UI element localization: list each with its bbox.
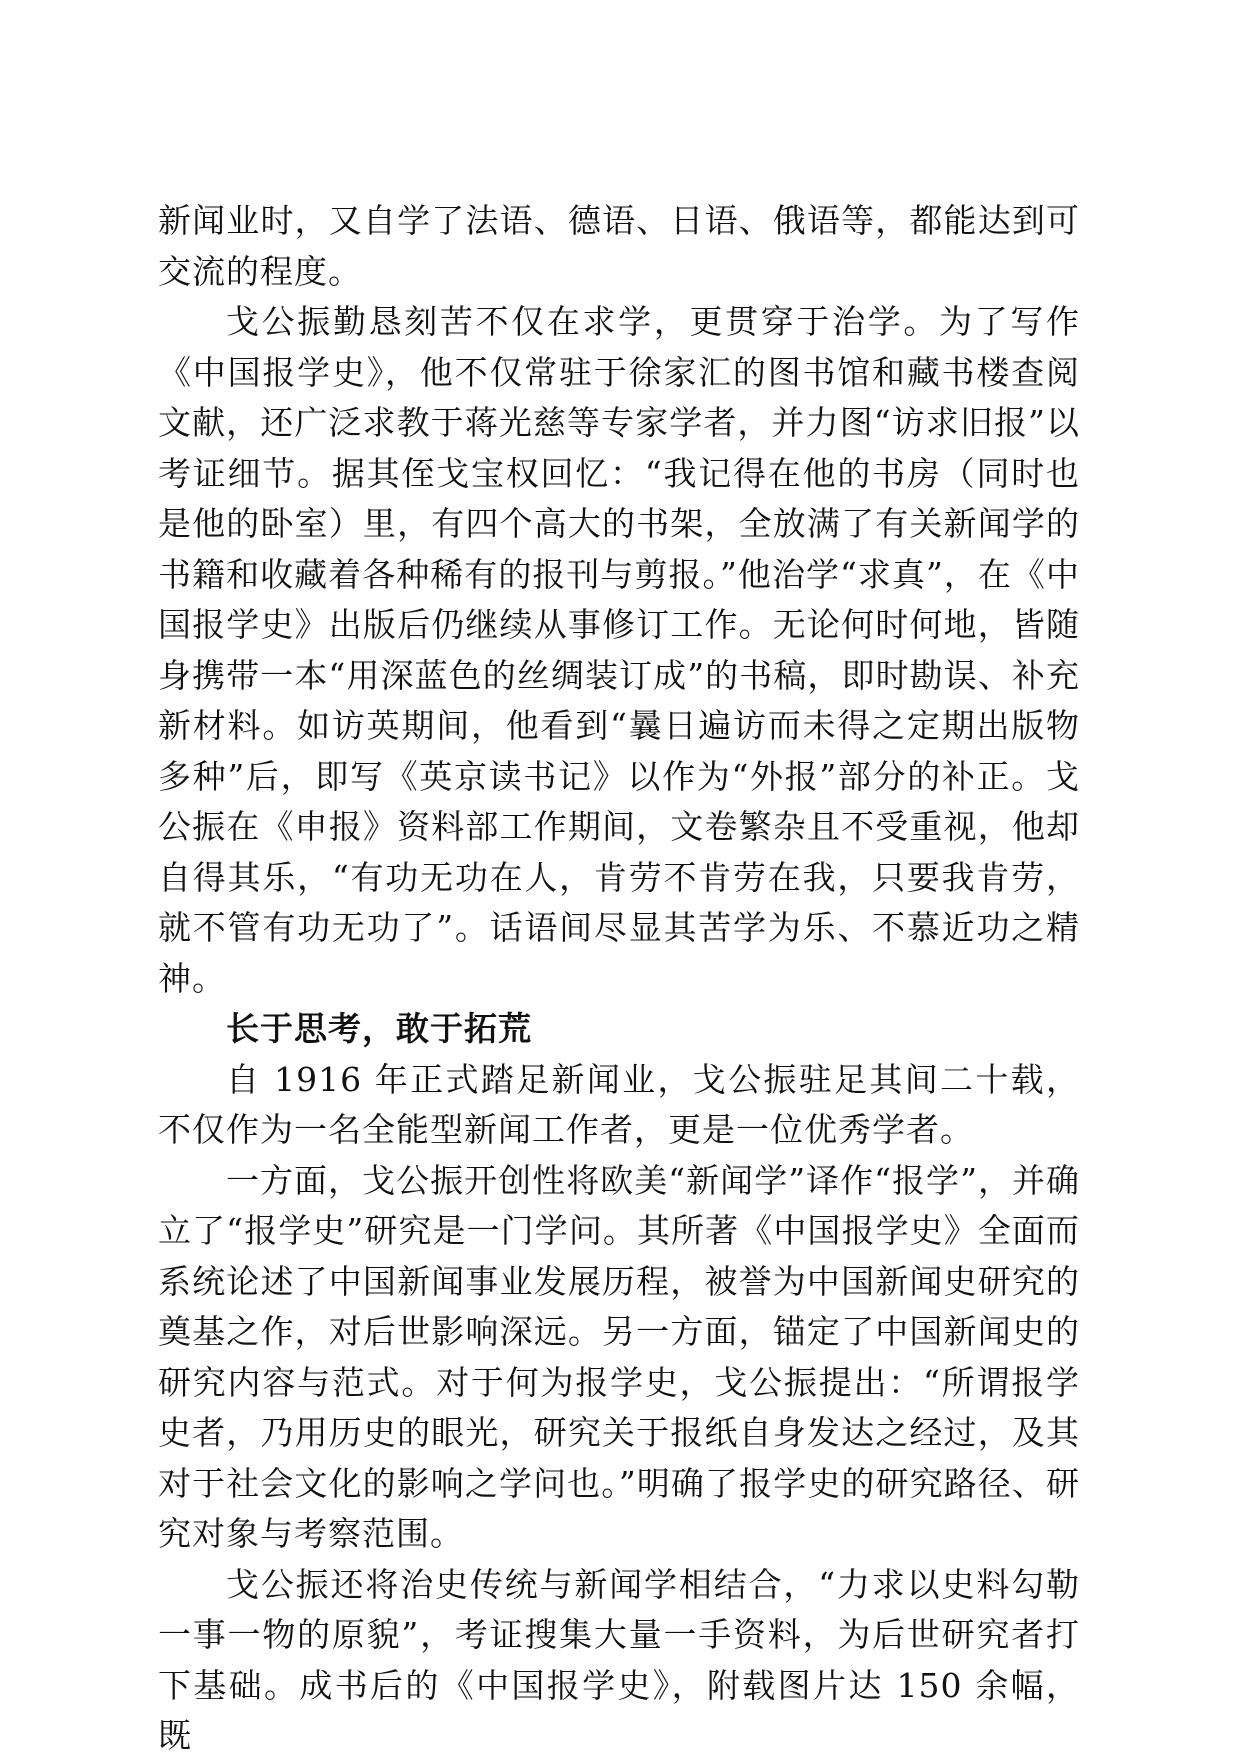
- paragraph-continuation: 新闻业时，又自学了法语、德语、日语、俄语等，都能达到可交流的程度。: [158, 201, 1080, 291]
- paragraph-study-diligence: 戈公振勤恳刻苦不仅在求学，更贯穿于治学。为了写作《中国报学史》，他不仅常驻于徐家汇的图书馆和藏书楼查阅文献，还广泛求教于蒋光慈等专家学者，并力图“访求旧报”以考证细节。据其侄戈宝权回忆：“我记得在他的书房（同时也是他的卧室）里，有四个高大的书架，全放满了有关新闻学的书籍和收藏着各种稀有的报刊与剪报。”他治学“求真”，在《中国报学史》出版后仍继续从事修订工作。无论何时何地，皆随身携带一本“用深蓝色的丝绸装订成”的书稿，即时勘误、补充新材料。如访英期间，他看到“曩日遍访而未得之定期出版物多种”后，即写《英京读书记》以作为“外报”部分的补正。戈公振在《申报》资料部工作期间，文卷繁杂且不受重视，他却自得其乐，“有功无功在人，肯劳不肯劳在我，只要我肯劳，就不管有功无功了”。话语间尽显其苦学为乐、不慕近功之精神。: [158, 302, 1080, 998]
- document-page: [158, 196, 1080, 1762]
- paragraph-journalism-history: 一方面，戈公振开创性将欧美“新闻学”译作“报学”，并确立了“报学史”研究是一门学问。其所著《中国报学史》全面而系统论述了中国新闻事业发展历程，被誉为中国新闻史研究的奠基之作，对后世影响深远。另一方面，锚定了中国新闻史的研究内容与范式。对于何为报学史，戈公振提出：“所谓报学史者，乃用历史的眼光，研究关于报纸自身发达之经过，及其对于社会文化的影响之学问也。”明确了报学史的研究路径、研究对象与考察范围。: [158, 1160, 1080, 1553]
- paragraph-historical-method: 戈公振还将治史传统与新闻学相结合，“力求以史料勾勒一事一物的原貌”，考证搜集大量一手资料，为后世研究者打下基础。成书后的《中国报学史》，附载图片达 150 余幅，既: [158, 1564, 1080, 1755]
- paragraph-career-intro: 自 1916 年正式踏足新闻业，戈公振驻足其间二十载，不仅作为一名全能型新闻工作者，更是一位优秀学者。: [158, 1059, 1080, 1149]
- section-heading: 长于思考，敢于拓荒: [226, 1009, 532, 1048]
